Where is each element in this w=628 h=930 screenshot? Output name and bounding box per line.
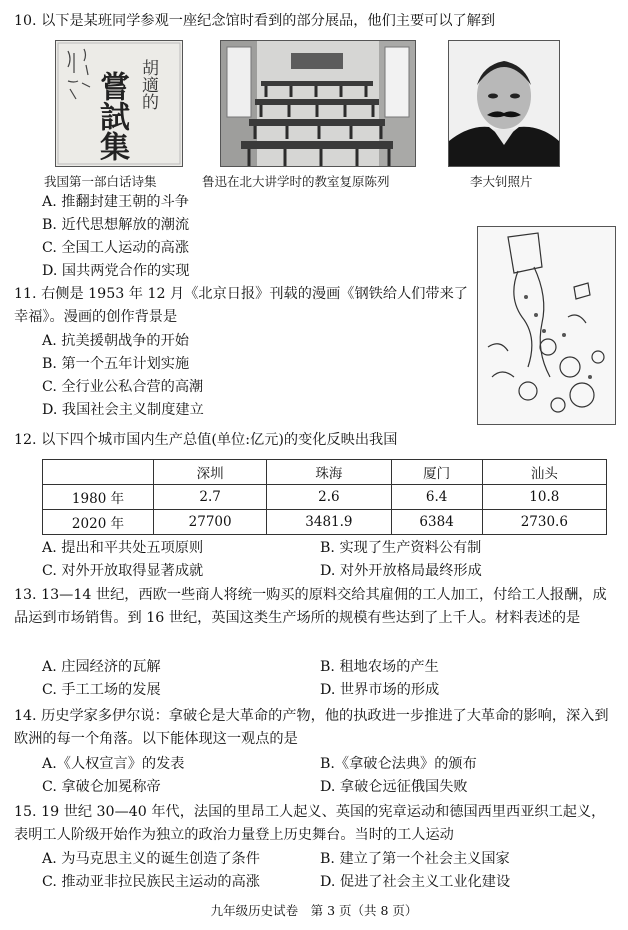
- table-header-cell: 汕头: [482, 460, 606, 485]
- q12-stem: 12. 以下四个城市国内生产总值(单位:亿元)的变化反映出我国: [14, 432, 398, 448]
- q15-stem: 15. 19 世纪 30—40 年代，法国的里昂工人起义、英国的宪章运动和德国西里西亚织工起义，表明工人阶级开始作为独立的政治力量登上历史舞台。当时的工人运动: [14, 804, 606, 843]
- q11-option-d[interactable]: D. 我国社会主义制度建立: [42, 402, 204, 418]
- page-footer: 九年级历史试卷 第 3 页（共 8 页）: [210, 903, 418, 918]
- q12-option-b[interactable]: B. 实现了生产资料公有制: [320, 540, 482, 556]
- table-cell: 6384: [391, 510, 482, 535]
- q14-option-a[interactable]: A.《人权宣言》的发表: [42, 756, 185, 772]
- caption-classroom: 鲁迅在北大讲学时的教室复原陈列: [202, 174, 390, 189]
- portrait-art: [449, 41, 559, 166]
- q10-option-a[interactable]: A. 推翻封建王朝的斗争: [42, 194, 189, 210]
- classroom-photo-art: [221, 41, 415, 166]
- q14-stem: 14. 历史学家多伊尔说：拿破仑是大革命的产物，他的执政进一步推进了大革命的影响，深入到欧洲的每一个角落。以下能体现这一观点的是: [14, 708, 609, 747]
- table-cell: 3481.9: [267, 510, 391, 535]
- q11-stem: 11. 右侧是 1953 年 12 月《北京日报》刊载的漫画《钢铁给人们带来了幸福》。漫画的创作背景是: [14, 286, 468, 325]
- table-cell: 27700: [154, 510, 267, 535]
- q14-option-c[interactable]: C. 拿破仑加冕称帝: [42, 779, 161, 795]
- q10-option-b[interactable]: B. 近代思想解放的潮流: [42, 217, 190, 233]
- table-header-cell: 珠海: [267, 460, 391, 485]
- table-cell: 2.7: [154, 485, 267, 510]
- q13-option-d[interactable]: D. 世界市场的形成: [320, 682, 440, 698]
- table-header-cell: 深圳: [154, 460, 267, 485]
- table-row: [43, 485, 607, 510]
- q15-option-c[interactable]: C. 推动亚非拉民族民主运动的高涨: [42, 874, 260, 890]
- q10-option-c[interactable]: C. 全国工人运动的高涨: [42, 240, 190, 256]
- table-header-cell: 厦门: [391, 460, 482, 485]
- table-cell: 2.6: [267, 485, 391, 510]
- q15-option-a[interactable]: A. 为马克思主义的诞生创造了条件: [42, 851, 260, 867]
- table-cell: 2020 年: [43, 510, 154, 535]
- q13-option-c[interactable]: C. 手工工场的发展: [42, 682, 161, 698]
- book-author-text: 胡適的: [138, 59, 158, 110]
- q12-option-d[interactable]: D. 对外开放格局最终形成: [320, 563, 482, 579]
- q12-option-c[interactable]: C. 对外开放取得显著成就: [42, 563, 204, 579]
- table-cell: 1980 年: [43, 485, 154, 510]
- q12-option-a[interactable]: A. 提出和平共处五项原则: [42, 540, 204, 556]
- book-cover-image: [55, 40, 183, 167]
- table-header-cell: [43, 460, 154, 485]
- caption-portrait: 李大钊照片: [470, 174, 533, 189]
- steel-cartoon-art: [478, 227, 615, 424]
- classroom-photo: [220, 40, 416, 167]
- table-cell: 10.8: [482, 485, 606, 510]
- table-cell: 6.4: [391, 485, 482, 510]
- caption-book: 我国第一部白话诗集: [44, 174, 157, 189]
- q15-option-d[interactable]: D. 促进了社会主义工业化建设: [320, 874, 511, 890]
- q10-option-d[interactable]: D. 国共两党合作的实现: [42, 263, 190, 279]
- q14-option-b[interactable]: B.《拿破仑法典》的颁布: [320, 756, 477, 772]
- q10-stem: 10. 以下是某班同学参观一座纪念馆时看到的部分展品，他们主要可以了解到: [14, 13, 496, 29]
- table-cell: 2730.6: [482, 510, 606, 535]
- gdp-table: [42, 459, 607, 535]
- q13-option-a[interactable]: A. 庄园经济的瓦解: [42, 659, 161, 675]
- q11-option-c[interactable]: C. 全行业公私合营的高潮: [42, 379, 204, 395]
- li-dazhao-portrait: [448, 40, 560, 167]
- book-title-text: 嘗試集: [94, 71, 129, 161]
- q11-option-b[interactable]: B. 第一个五年计划实施: [42, 356, 190, 372]
- table-row: [43, 510, 607, 535]
- q13-option-b[interactable]: B. 租地农场的产生: [320, 659, 439, 675]
- q15-option-b[interactable]: B. 建立了第一个社会主义国家: [320, 851, 510, 867]
- q13-stem: 13. 13—14 世纪，西欧一些商人将统一购买的原料交给其雇佣的工人加工，付给工人报酬，成品运到市场销售。到 16 世纪，英国这类生产场所的规模有些达到了上千人。材料表述的是: [14, 587, 607, 626]
- steel-cartoon: [477, 226, 616, 425]
- q14-option-d[interactable]: D. 拿破仑远征俄国失败: [320, 779, 468, 795]
- q11-option-a[interactable]: A. 抗美援朝战争的开始: [42, 333, 189, 349]
- table-header-row: [43, 460, 607, 485]
